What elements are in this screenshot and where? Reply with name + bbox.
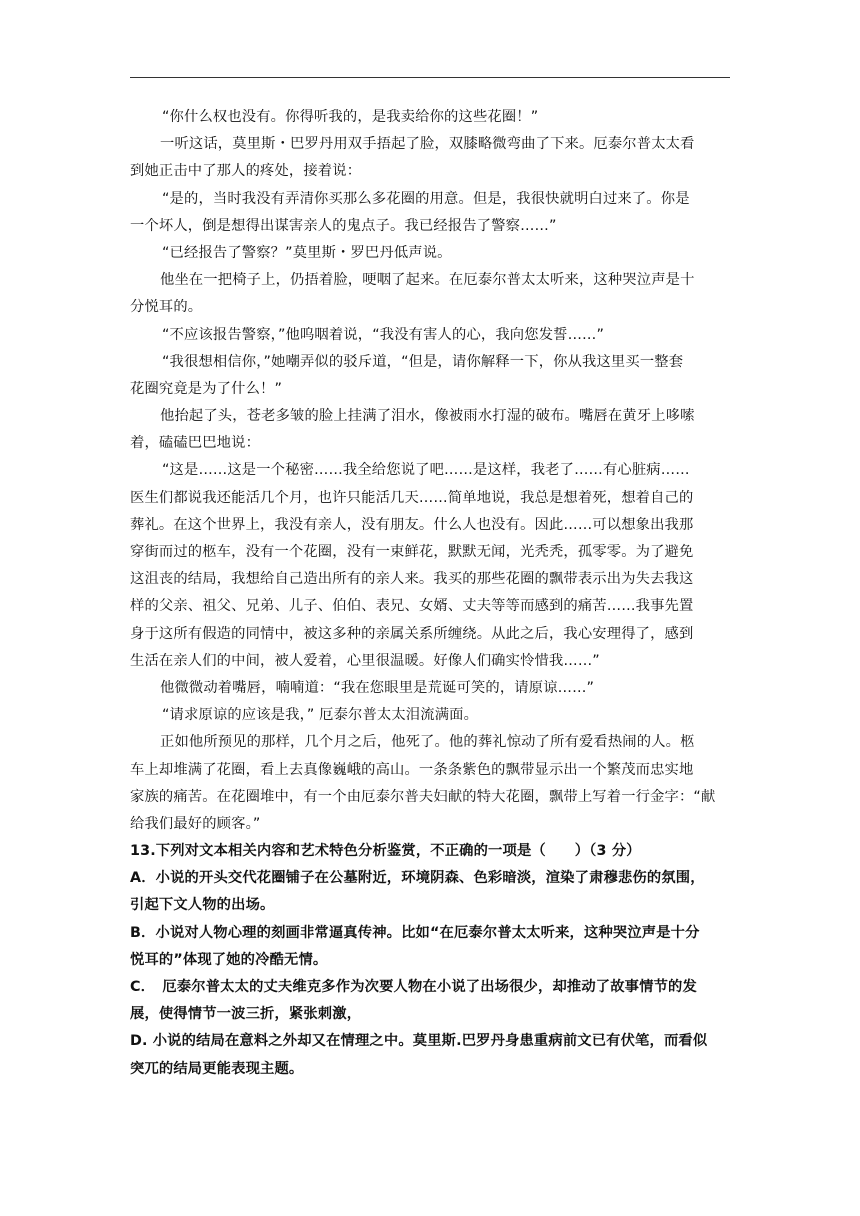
text-line: “我很想相信你，”她嘲弄似的驳斥道，“但是，请你解释一下，你从我这里买一整套 xyxy=(162,353,684,370)
text-line: 他微微动着嘴唇，喃喃道：“我在您眼里是荒诞可笑的，请原谅……” xyxy=(160,679,595,696)
text-line: 家族的痛苦。在花圈堆中，有一个由厄泰尔普夫妇献的特大花圈，飘带上写着一行金字：“献 xyxy=(130,788,716,805)
text-line: 到她正击中了那人的疼处，接着说： xyxy=(130,163,362,180)
text-line: 医生们都说我还能活几个月，也许只能活几天……简单地说，我总是想着死，想着自己的 xyxy=(130,489,694,506)
text-line: 突兀的结局更能表现主题。 xyxy=(130,1060,304,1077)
text-line: 正如他所预见的那样，几个月之后，他死了。他的葬礼惊动了所有爱看热闹的人。柩 xyxy=(160,734,695,751)
text-line: 一个坏人，倒是想得出谋害亲人的鬼点子。我已经报告了警察……” xyxy=(130,217,557,234)
text-line: “这是……这是一个秘密……我全给您说了吧……是这样，我老了……有心脏病…… xyxy=(162,462,690,479)
text-line: C． 厄泰尔普太太的丈夫维克多作为次要人物在小说了出场很少，却推动了故事情节的发 xyxy=(130,979,697,995)
text-line: “已经报告了警察？”莫里斯・罗巴丹低声说。 xyxy=(162,244,452,261)
text-line: 展，使得情节一波三折，紧张刺激， xyxy=(130,1006,362,1023)
text-line: “你什么权也没有。你得听我的，是我卖给你的这些花圈！” xyxy=(162,109,539,125)
text-line: 引起下文人物的出场。 xyxy=(130,897,275,914)
header-rule xyxy=(130,77,730,78)
document-body xyxy=(130,104,730,1083)
text-line: B．小说对人物心理的刻画非常逼真传神。比如“在厄泰尔普太太听来，这种哭泣声是十分 xyxy=(130,924,700,941)
text-line: 葬礼。在这个世界上，我没有亲人，没有朋友。什么人也没有。因此……可以想象出我那 xyxy=(130,516,694,533)
text-line: “不应该报告警察，”他呜咽着说，“我没有害人的心，我向您发誓……” xyxy=(162,326,605,343)
text-line: 分悦耳的。 xyxy=(130,299,203,316)
text-line: 车上却堆满了花圈，看上去真像巍峨的高山。一条条紫色的飘带显示出一个繁茂而忠实地 xyxy=(130,761,694,778)
text-line: 花圈究竟是为了什么！” xyxy=(130,380,283,397)
text-line: 他抬起了头，苍老多皱的脸上挂满了泪水，像被雨水打湿的破布。嘴唇在黄牙上哆嗦 xyxy=(160,408,695,425)
text-line: 一听这话，莫里斯・巴罗丹用双手捂起了脸，双膝略微弯曲了下来。厄泰尔普太太看 xyxy=(160,136,695,153)
text-line: 13.下列对文本相关内容和艺术特色分析鉴赏，不正确的一项是（ ）（3 分） xyxy=(130,843,641,860)
text-line: A．小说的开头交代花圈铺子在公墓附近，环境阴森、色彩暗淡，渲染了肃穆悲伤的氛围， xyxy=(130,870,705,887)
text-line: 给我们最好的顾客。” xyxy=(130,815,261,832)
text-line: 着，磕磕巴巴地说： xyxy=(130,435,261,452)
text-line: 身于这所有假造的同情中，被这多种的亲属关系所缠绕。从此之后，我心安理得了，感到 xyxy=(130,625,694,642)
text-line: 生活在亲人们的中间，被人爱着，心里很温暖。好像人们确实怜惜我……” xyxy=(130,652,600,669)
text-line: “是的，当时我没有弄清你买那么多花圈的用意。但是，我很快就明白过来了。你是 xyxy=(162,190,690,207)
text-line: 穿街而过的柩车，没有一个花圈，没有一束鲜花，默默无闻，光秃秃，孤零零。为了避免 xyxy=(130,544,694,560)
text-line: 悦耳的”体现了她的冷酷无情。 xyxy=(130,951,328,968)
text-line: 样的父亲、祖父、兄弟、儿子、伯伯、表兄、女婿、丈夫等等而感到的痛苦……我事先置 xyxy=(130,598,694,615)
text-line: D. 小说的结局在意料之外却又在情理之中。莫里斯.巴罗丹身患重病前文已有伏笔，而看似 xyxy=(130,1033,708,1050)
text-line: 这沮丧的结局，我想给自己造出所有的亲人来。我买的那些花圈的飘带表示出为失去我这 xyxy=(130,571,694,588)
text-line: “请求原谅的应该是我，” 厄泰尔普太太泪流满面。 xyxy=(162,707,479,724)
text-line: 他坐在一把椅子上，仍捂着脸，哽咽了起来。在厄泰尔普太太听来，这种哭泣声是十 xyxy=(160,272,695,289)
